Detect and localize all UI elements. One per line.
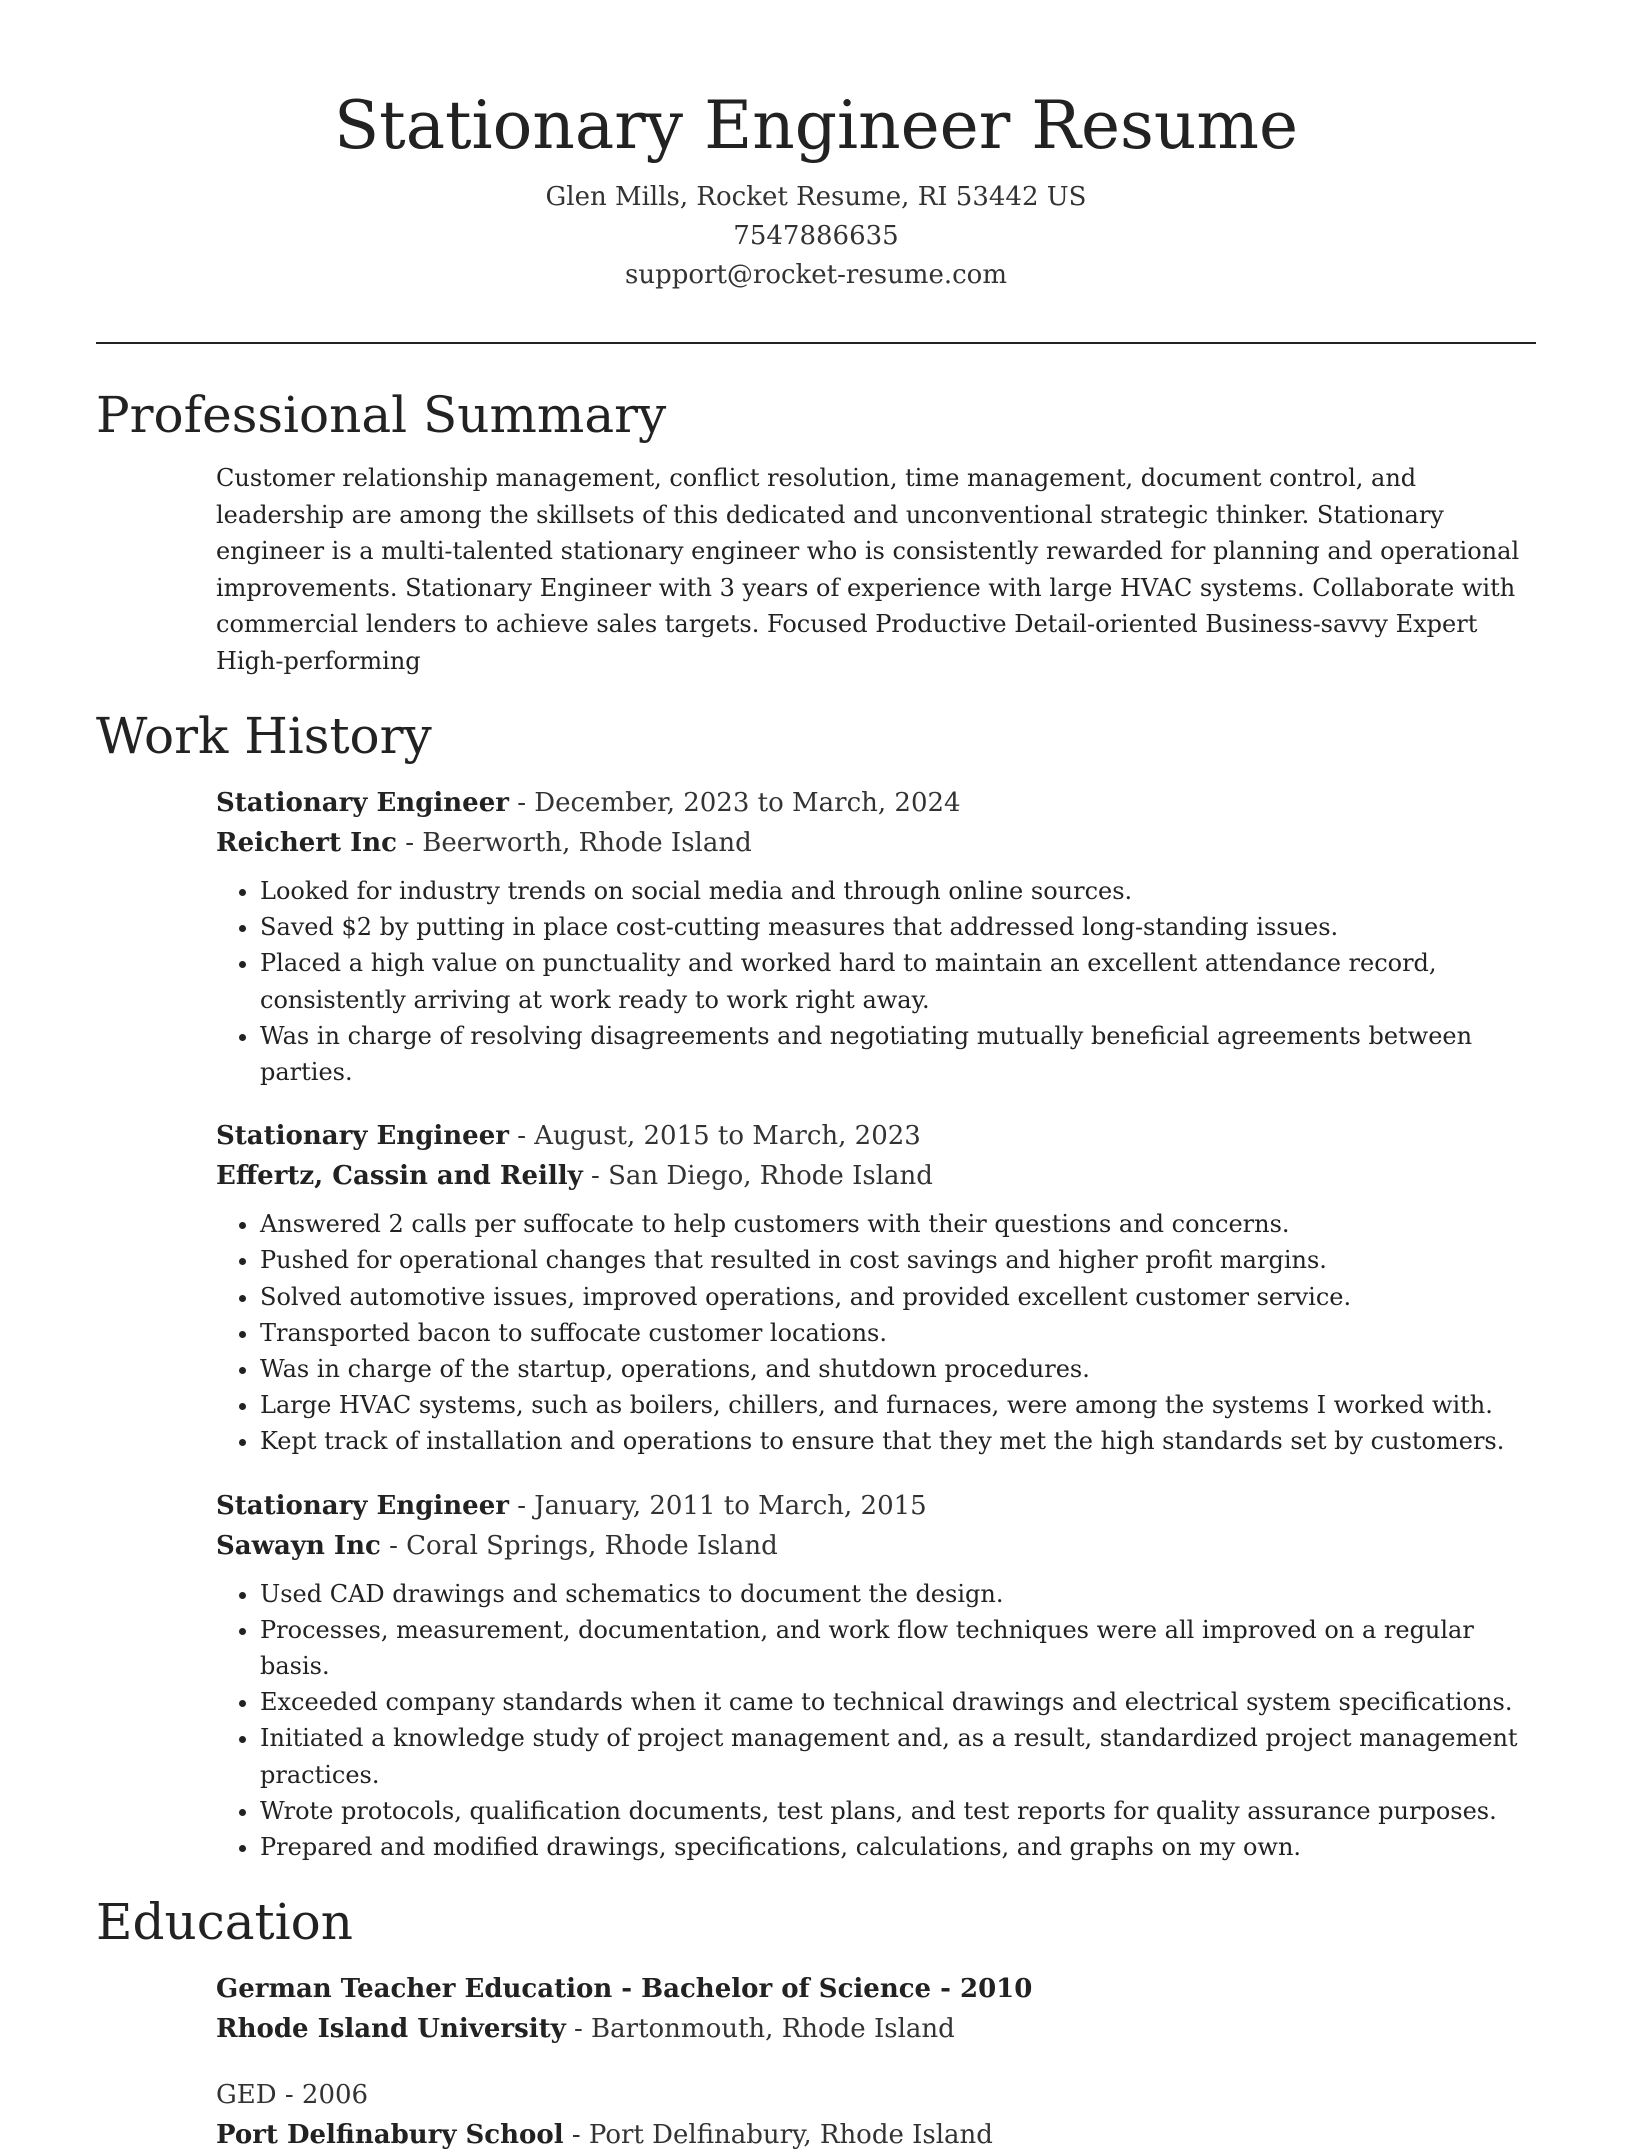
job-dates: - December, 2023 to March, 2024 <box>508 788 961 818</box>
resume-header <box>0 0 1632 295</box>
job-title-line <box>216 1486 1536 1526</box>
job-bullets <box>216 1576 1536 1866</box>
education-year: GED - 2006 <box>216 2080 369 2111</box>
job-company: Effertz, Cassin and Reilly <box>216 1161 583 1192</box>
job-bullet: • Used CAD drawings and schematics to document the design. <box>260 1576 1536 1612</box>
job-title-line <box>216 783 1536 823</box>
job-location: - San Diego, Rhode Island <box>582 1161 933 1192</box>
job-bullets <box>216 1206 1536 1459</box>
education-location: - Port Delfinabury, Rhode Island <box>563 2120 993 2151</box>
job-bullet: • Pushed for operational changes that resulted in cost savings and higher profit margins. <box>260 1242 1536 1278</box>
job-bullet: • Was in charge of the startup, operations, and shutdown procedures. <box>260 1351 1536 1387</box>
section-title-work: Work History <box>96 707 432 765</box>
job-bullet: • Processes, measurement, documentation, and work flow techniques were all improved on a regular basis. <box>260 1612 1536 1684</box>
job-company-line <box>216 1526 1536 1566</box>
job-title: Stationary Engineer <box>216 1490 509 1521</box>
job-company-line <box>216 823 1536 863</box>
resume-title: Stationary Engineer Resume <box>333 87 1299 164</box>
section-education <box>96 1887 1536 2155</box>
contact-address: Glen Mills, Rocket Resume, RI 53442 US <box>545 182 1087 212</box>
job-bullet: • Prepared and modified drawings, specifications, calculations, and graphs on my own. <box>260 1829 1536 1865</box>
contact-phone: 7547886635 <box>733 221 899 251</box>
section-work-history <box>96 701 1536 1865</box>
contact-block <box>0 178 1632 295</box>
job-entry <box>216 1486 1536 1866</box>
job-bullet: • Kept track of installation and operations to ensure that they met the high standards set by customers. <box>260 1423 1536 1459</box>
section-professional-summary <box>96 380 1536 679</box>
resume-content <box>96 380 1536 2155</box>
header-divider <box>96 342 1536 344</box>
job-entry <box>216 783 1536 1090</box>
education-school-line <box>216 2009 1536 2049</box>
job-bullet: • Was in charge of resolving disagreements and negotiating mutually beneficial agreements between parties. <box>260 1018 1536 1090</box>
job-company: Reichert Inc <box>216 828 397 858</box>
summary-text: Customer relationship management, conflict resolution, time management, document control, and leadership are among the skillsets of this dedicated and unconventional strategic thinker. Stationary engineer is a multi-talented stationary engineer who is consistently rewarded for planning and operational improvements. Stationary Engineer with 3 years of experience with large HVAC systems. Collaborate with commercial lenders to achieve sales targets. Focused Productive Detail-oriented Business-savvy Expert High-performing <box>216 464 1520 675</box>
job-company-line <box>216 1156 1536 1196</box>
education-school: Port Delfinabury School <box>216 2120 564 2151</box>
job-title: Stationary Engineer <box>216 788 509 818</box>
education-degree: German Teacher Education - Bachelor of Science <box>216 1974 932 2005</box>
education-degree-line <box>216 2075 1536 2115</box>
education-year: - 2010 <box>931 1974 1033 2005</box>
contact-email: support@rocket-resume.com <box>624 260 1007 290</box>
job-bullet: • Answered 2 calls per suffocate to help customers with their questions and concerns. <box>260 1206 1536 1242</box>
job-company: Sawayn Inc <box>216 1530 381 1561</box>
education-school: Rhode Island University <box>216 2014 566 2045</box>
education-entry <box>216 1969 1536 2049</box>
job-title: Stationary Engineer <box>216 1121 509 1152</box>
job-bullets <box>216 873 1536 1090</box>
job-bullet: • Placed a high value on punctuality and worked hard to maintain an excellent attendance record, consistently arriving at work ready to work right away. <box>260 945 1536 1017</box>
section-title-summary: Professional Summary <box>96 386 667 444</box>
education-entry <box>216 2075 1536 2155</box>
job-bullet: • Initiated a knowledge study of project management and, as a result, standardized project management practices. <box>260 1720 1536 1792</box>
job-bullet: • Saved $2 by putting in place cost-cutting measures that addressed long-standing issues. <box>260 909 1536 945</box>
job-bullet: • Large HVAC systems, such as boilers, chillers, and furnaces, were among the systems I worked with. <box>260 1387 1536 1423</box>
job-bullet: • Exceeded company standards when it came to technical drawings and electrical system specifications. <box>260 1684 1536 1720</box>
job-bullet: • Wrote protocols, qualification documents, test plans, and test reports for quality assurance purposes. <box>260 1793 1536 1829</box>
job-bullet: • Looked for industry trends on social media and through online sources. <box>260 873 1536 909</box>
job-dates: - August, 2015 to March, 2023 <box>508 1121 921 1152</box>
job-entry <box>216 1116 1536 1459</box>
job-bullet: • Transported bacon to suffocate customer locations. <box>260 1315 1536 1351</box>
education-location: - Bartonmouth, Rhode Island <box>565 2014 955 2045</box>
job-title-line <box>216 1116 1536 1156</box>
job-dates: - January, 2011 to March, 2015 <box>508 1490 927 1521</box>
section-title-education: Education <box>96 1893 353 1952</box>
job-location: - Coral Springs, Rhode Island <box>380 1530 778 1561</box>
job-location: - Beerworth, Rhode Island <box>396 828 752 858</box>
education-school-line <box>216 2115 1536 2155</box>
job-bullet: • Solved automotive issues, improved operations, and provided excellent customer service. <box>260 1279 1536 1315</box>
education-degree-line <box>216 1969 1536 2009</box>
